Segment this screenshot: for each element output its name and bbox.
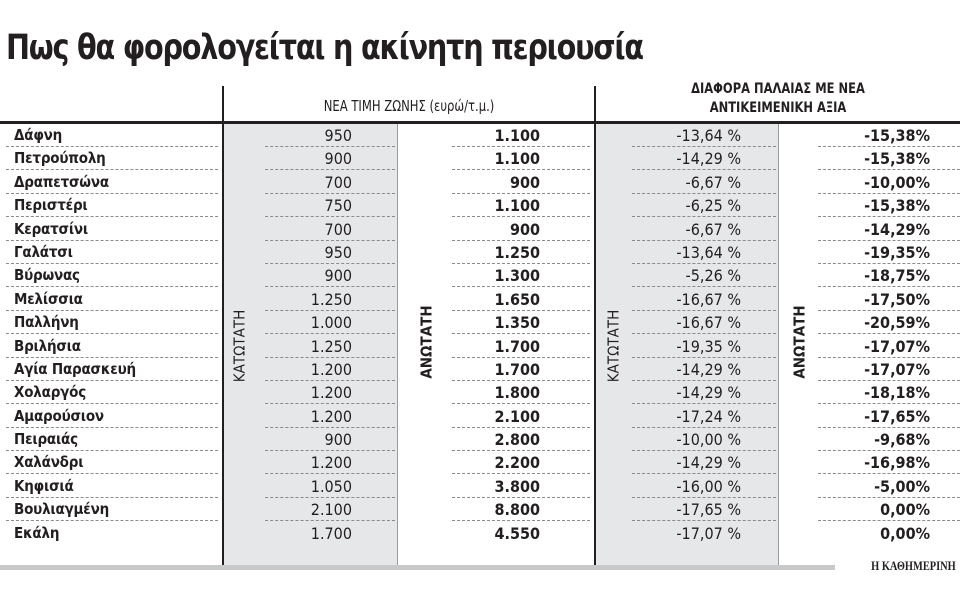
table-row [0,194,960,217]
zone-min-value: 1.200 [310,406,352,426]
diff-min-value: -5,26 % [685,266,741,286]
zone-min-value: 1.200 [310,359,352,379]
zone-max-value: 2.200 [494,453,540,473]
table-row [0,522,960,545]
zone-max-value: 1.300 [494,266,540,286]
diff-min-value: -14,29 % [676,359,741,379]
table-row [0,405,960,428]
area-name: Βύρωνας [14,266,80,285]
diff-min-value: -14,29 % [676,383,741,403]
zone-max-value: 900 [509,172,540,192]
area-name: Δραπετσώνα [14,172,109,191]
diff-max-value: -17,07% [864,336,930,356]
diff-max-value: -17,50% [864,289,930,309]
zone-min-value: 1.250 [310,336,352,356]
zone-price-header: ΝΕΑ ΤΙΜΗ ΖΩΝΗΣ (ευρώ/τ.μ.) [323,97,495,115]
table-row [0,147,960,170]
table-row [0,311,960,334]
table-row [0,218,960,241]
min-label-diff: ΚΑΤΩΤΑΤΗ [604,309,623,383]
diff-max-value: -15,38% [864,196,930,216]
zone-max-value: 1.250 [494,242,540,262]
page-title: Πως θα φορολογείται η ακίνητη περιουσία [6,28,643,68]
zone-min-value: 1.000 [310,313,352,333]
max-label-diff: ΑΝΩΤΑΤΗ [790,305,809,379]
value-diff-header [618,80,938,118]
table-row [0,498,960,521]
zone-min-value: 750 [324,196,352,216]
table-row [0,264,960,287]
diff-max-value: -16,98% [864,453,930,473]
min-label-zone: ΚΑΤΩΤΑΤΗ [230,309,249,383]
zone-max-value: 1.650 [494,289,540,309]
diff-min-value: -19,35 % [676,336,741,356]
diff-max-value: -18,75% [864,266,930,286]
diff-max-value: -17,65% [864,406,930,426]
area-name: Βριλήσια [14,336,81,355]
diff-min-value: -16,00 % [676,476,741,496]
area-name: Δάφνη [14,126,63,144]
zone-min-value: 700 [324,219,352,239]
diff-min-value: -14,29 % [676,149,741,169]
diff-min-value: -17,65 % [676,500,741,520]
area-name: Μελίσσια [14,289,83,308]
table-row [0,381,960,404]
diff-max-value: -10,00% [864,172,930,192]
area-name: Εκάλη [14,523,60,542]
diff-max-value: -18,18% [864,383,930,403]
diff-min-value: -13,64 % [676,126,741,145]
diff-min-value: -16,67 % [676,313,741,333]
diff-max-value: 0,00% [880,500,930,520]
diff-max-value: 0,00% [880,523,930,543]
zone-min-value: 1.050 [310,476,352,496]
diff-max-value: -5,00% [874,476,930,496]
diff-max-value: -9,68% [874,430,930,450]
zone-min-value: 900 [324,149,352,169]
zone-max-value: 1.700 [494,336,540,356]
zone-min-value: 900 [324,266,352,286]
zone-max-value: 2.800 [494,430,540,450]
zone-max-value: 1.100 [494,149,540,169]
diff-max-value: -14,29% [864,219,930,239]
diff-min-value: -17,24 % [676,406,741,426]
zone-max-value: 3.800 [494,476,540,496]
area-name: Παλλήνη [14,313,79,332]
source-credit: Η ΚΑΘΗΜΕΡΙΝΗ [871,558,956,573]
diff-min-value: -6,67 % [685,172,741,192]
zone-max-value: 1.350 [494,313,540,333]
area-name: Πειραιάς [14,430,78,449]
area-name: Αμαρούσιον [14,406,104,425]
diff-min-value: -10,00 % [676,430,741,450]
diff-min-value: -6,67 % [685,219,741,239]
diff-max-value: -15,38% [864,126,930,145]
diff-max-value: -17,07% [864,359,930,379]
area-name: Αγία Παρασκευή [14,359,136,378]
zone-max-value: 4.550 [494,523,540,543]
table-row [0,288,960,311]
zone-min-value: 900 [324,430,352,450]
value-diff-header-line2: ΑΝΤΙΚΕΙΜΕΝΙΚΗ ΑΞΙΑ [709,100,847,116]
table-row [0,335,960,358]
data-table [0,124,960,545]
table-row [0,241,960,264]
zone-max-value: 1.800 [494,383,540,403]
zone-min-value: 1.250 [310,289,352,309]
zone-min-value: 950 [324,242,352,262]
table-row [0,428,960,451]
zone-min-value: 1.200 [310,453,352,473]
diff-min-value: -17,07 % [676,523,741,543]
area-name: Γαλάτσι [14,242,73,261]
area-name: Περιστέρι [14,196,88,215]
zone-min-value: 2.100 [310,500,352,520]
diff-min-value: -6,25 % [685,196,741,216]
area-name: Κηφισιά [14,476,74,495]
zone-max-value: 1.100 [494,196,540,216]
area-name: Πετρούπολη [14,149,106,168]
table-row [0,171,960,194]
diff-min-value: -13,64 % [676,242,741,262]
diff-max-value: -15,38% [864,149,930,169]
value-diff-header-line1: ΔΙΑΦΟΡΑ ΠΑΛΑΙΑΣ ΜΕ ΝΕΑ [691,81,865,97]
zone-max-value: 1.700 [494,359,540,379]
zone-min-value: 950 [324,126,352,145]
zone-max-value: 2.100 [494,406,540,426]
table-row [0,358,960,381]
area-name: Χολαργός [14,383,87,402]
zone-max-value: 900 [509,219,540,239]
diff-max-value: -19,35% [864,242,930,262]
zone-min-value: 700 [324,172,352,192]
diff-min-value: -16,67 % [676,289,741,309]
area-name: Βουλιαγμένη [14,500,109,519]
table-row [0,451,960,474]
diff-max-value: -20,59% [864,313,930,333]
area-name: Κερατσίνι [14,219,88,238]
table-row [0,124,960,147]
zone-max-value: 1.100 [494,126,540,145]
table-row [0,475,960,498]
area-name: Χαλάνδρι [14,453,84,472]
zone-min-value: 1.700 [310,523,352,543]
bottom-rule [0,565,835,570]
zone-max-value: 8.800 [494,500,540,520]
zone-min-value: 1.200 [310,383,352,403]
max-label-zone: ΑΝΩΤΑΤΗ [417,305,436,379]
diff-min-value: -14,29 % [676,453,741,473]
